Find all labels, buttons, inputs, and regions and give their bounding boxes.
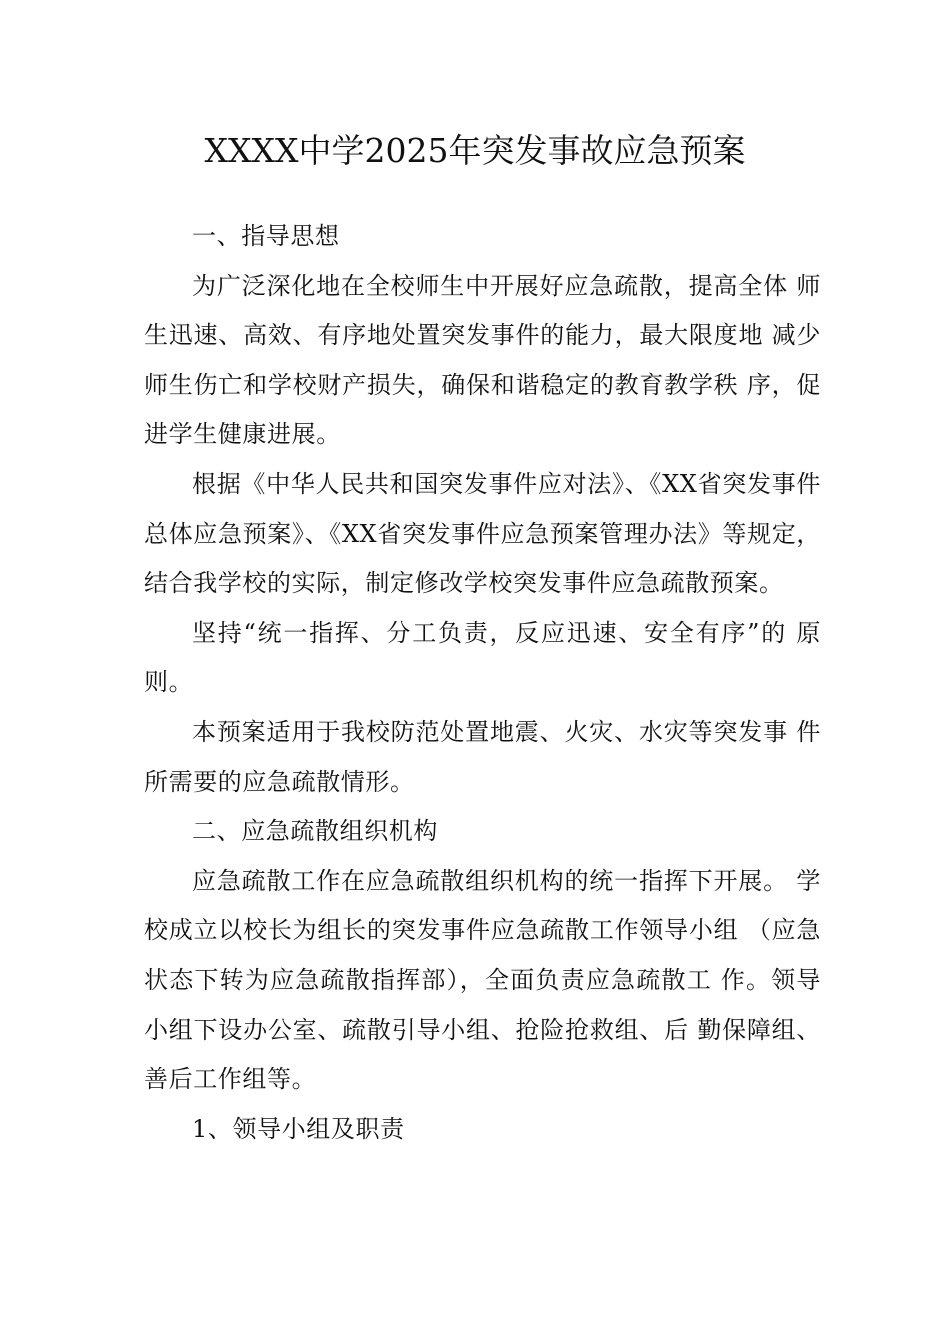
document-title: XXXX中学2025年突发事故应急预案 xyxy=(204,131,746,170)
section-heading-guiding-principle: 一、指导思想 xyxy=(192,222,340,250)
section-heading-organization: 二、应急疏散组织机构 xyxy=(192,817,438,846)
paragraph-scope: 本预案适用于我校防范处置地震、火灾、水灾等突发事 件所需要的应急疏散情形。 xyxy=(144,717,821,796)
paragraph-principle: 坚持“统一指挥、分工负责，反应迅速、安全有序”的 原则。 xyxy=(144,618,821,697)
paragraph-purpose: 为广泛深化地在全校师生中开展好应急疏散，提高全体 师生迅速、高效、有序地处置突发事件的能力，最大限度地 减少师生伤亡和学校财产损失，确保和谐稳定的教育教学秩 序，促进学生健康进展。 xyxy=(144,271,821,449)
paragraph-organization: 应急疏散工作在应急疏散组织机构的统一指挥下开展。 学校成立以校长为组长的突发事件应急疏散工作领导小组 （应急状态下转为应急疏散指挥部），全面负责应急疏散工 作。领导小组下设办公室、疏散引导小组、抢险抢救组、后 勤保障组、善后工作组等。 xyxy=(144,866,821,1094)
document-body xyxy=(144,212,821,1154)
paragraph-legal-basis: 根据《中华人民共和国突发事件应对法》、《XX省突发事件总体应急预案》、《XX省突发事件应急预案管理办法》等规定，结合我学校的实际，制定修改学校突发事件应急疏散预案。 xyxy=(144,469,821,598)
subsection-heading-leadership: 1、领导小组及职责 xyxy=(192,1114,405,1143)
